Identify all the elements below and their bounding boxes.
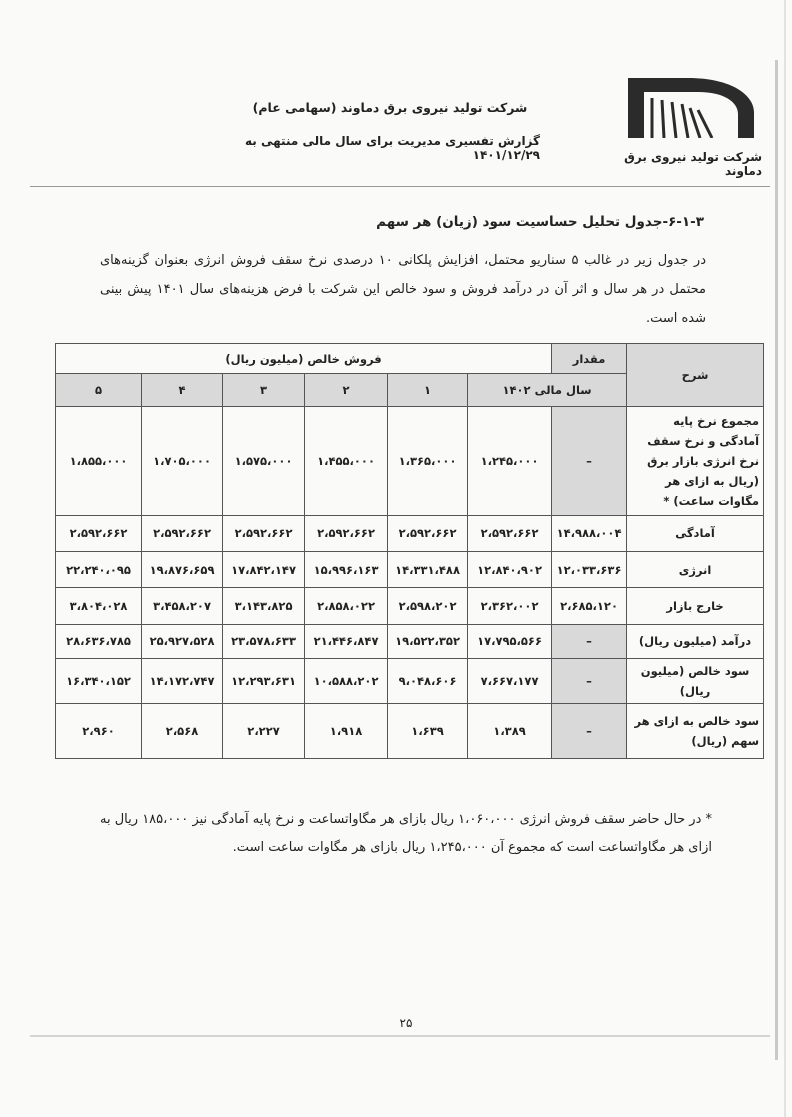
cell-value: ۲،۲۲۷ (223, 704, 305, 759)
sensitivity-table (55, 343, 764, 759)
cell-value: ۱۹،۸۷۶،۶۵۹ (142, 551, 223, 587)
header-scenario-1: ۱ (388, 374, 468, 406)
header-scenario-3: ۳ (223, 374, 305, 406)
page-number: ۲۵ (399, 1016, 413, 1030)
cell-value: ۲۸،۶۳۶،۷۸۵ (56, 624, 142, 658)
cell-value: ۲،۵۹۲،۶۶۲ (468, 515, 552, 551)
cell-value: ۲،۵۹۸،۲۰۲ (388, 588, 468, 624)
cell-value: ۱،۶۳۹ (388, 704, 468, 759)
table-row (56, 406, 764, 515)
row-amount: – (552, 624, 627, 658)
cell-value: ۱،۷۰۵،۰۰۰ (142, 406, 223, 515)
row-label: مجموع نرخ پایه آمادگی و نرخ سقف نرخ انرژی بازار برق (ریال به ازای هر مگاوات ساعت) * (627, 406, 764, 515)
header-net-sales: فروش خالص (میلیون ریال) (56, 344, 552, 374)
cell-value: ۲،۵۹۲،۶۶۲ (305, 515, 388, 551)
row-amount: – (552, 704, 627, 759)
table-row (56, 624, 764, 658)
header-fiscal-year: سال مالی ۱۴۰۲ (468, 374, 627, 406)
cell-value: ۱۹،۵۲۲،۳۵۲ (388, 624, 468, 658)
scan-binding-edge (775, 60, 778, 1060)
cell-value: ۱،۹۱۸ (305, 704, 388, 759)
scan-bottom-edge (30, 1035, 770, 1037)
row-label: درآمد (میلیون ریال) (627, 624, 764, 658)
cell-value: ۱۴،۳۳۱،۴۸۸ (388, 551, 468, 587)
header-scenario-2: ۲ (305, 374, 388, 406)
cell-value: ۲،۹۶۰ (56, 704, 142, 759)
report-title: گزارش تفسیری مدیریت برای سال مالی منتهی به ۱۴۰۱/۱۲/۲۹ (245, 134, 540, 162)
intro-paragraph: در جدول زیر در غالب ۵ سناریو محتمل، افزایش پلکانی ۱۰ درصدی نرخ سقف فروش انرژی بعنوان گزینه‌های محتمل در هر سال و اثر آن در درآمد فروش و سود خالص این شرکت با فرض هزینه‌های سال ۱۴۰۱ پیش بینی شده است. (100, 253, 706, 326)
cell-value: ۱۶،۳۴۰،۱۵۲ (56, 658, 142, 703)
header-divider (30, 186, 770, 187)
cell-value: ۲،۵۹۲،۶۶۲ (56, 515, 142, 551)
row-label: آمادگی (627, 515, 764, 551)
cell-value: ۲۱،۴۴۶،۸۴۷ (305, 624, 388, 658)
row-amount: ۱۴،۹۸۸،۰۰۴ (552, 515, 627, 551)
footnote: * در حال حاضر سقف فروش انرژی ۱،۰۶۰،۰۰۰ ریال بازای هر مگاواتساعت و نرخ پایه آمادگی نیز ۱۸۵،۰۰۰ ریال به ازای هر مگاواتساعت است که مجموع آن ۱،۲۴۵،۰۰۰ ریال بازای هر مگاوات ساعت است. (100, 812, 713, 855)
cell-value: ۳،۱۴۳،۸۲۵ (223, 588, 305, 624)
row-amount: – (552, 406, 627, 515)
section-title: ۶-۱-۳-جدول تحلیل حساسیت سود (زیان) هر سهم (376, 214, 704, 230)
row-amount: ۱۲،۰۳۳،۶۳۶ (552, 551, 627, 587)
cell-value: ۲۳،۵۷۸،۶۳۳ (223, 624, 305, 658)
row-label: سود خالص به ازای هر سهم (ریال) (627, 704, 764, 759)
company-logo (628, 78, 754, 138)
cell-value: ۱،۵۷۵،۰۰۰ (223, 406, 305, 515)
row-label: خارج بازار (627, 588, 764, 624)
cell-value: ۲،۵۹۲،۶۶۲ (223, 515, 305, 551)
cell-value: ۷،۶۶۷،۱۷۷ (468, 658, 552, 703)
cell-value: ۹،۰۴۸،۶۰۶ (388, 658, 468, 703)
cell-value: ۱۰،۵۸۸،۲۰۲ (305, 658, 388, 703)
company-title: شرکت تولید نیروی برق دماوند (سهامی عام) (252, 100, 528, 115)
row-label: انرژی (627, 551, 764, 587)
table-row (56, 658, 764, 703)
cell-value: ۳،۸۰۴،۰۲۸ (56, 588, 142, 624)
table-row (56, 588, 764, 624)
header-scenario-5: ۵ (56, 374, 142, 406)
row-amount: ۲،۶۸۵،۱۲۰ (552, 588, 627, 624)
cell-value: ۲،۵۹۲،۶۶۲ (388, 515, 468, 551)
header-desc: شرح (627, 344, 764, 407)
cell-value: ۱،۲۴۵،۰۰۰ (468, 406, 552, 515)
header-scenario-4: ۴ (142, 374, 223, 406)
cell-value: ۱۲،۸۴۰،۹۰۲ (468, 551, 552, 587)
page-header (0, 0, 792, 186)
cell-value: ۲،۸۵۸،۰۲۲ (305, 588, 388, 624)
row-amount: – (552, 658, 627, 703)
row-label: سود خالص (میلیون ریال) (627, 658, 764, 703)
cell-value: ۲۲،۲۴۰،۰۹۵ (56, 551, 142, 587)
cell-value: ۱،۴۵۵،۰۰۰ (305, 406, 388, 515)
logo-caption: شرکت تولید نیروی برق دماوند (624, 150, 762, 178)
cell-value: ۲۵،۹۲۷،۵۲۸ (142, 624, 223, 658)
cell-value: ۱۲،۲۹۳،۶۳۱ (223, 658, 305, 703)
table-row (56, 704, 764, 759)
table-row (56, 551, 764, 587)
cell-value: ۱۷،۸۴۲،۱۴۷ (223, 551, 305, 587)
cell-value: ۲،۵۹۲،۶۶۲ (142, 515, 223, 551)
cell-value: ۱۷،۷۹۵،۵۶۶ (468, 624, 552, 658)
cell-value: ۱۵،۹۹۶،۱۶۳ (305, 551, 388, 587)
table-row (56, 515, 764, 551)
header-amount: مقدار (552, 344, 627, 374)
cell-value: ۱،۳۸۹ (468, 704, 552, 759)
cell-value: ۲،۳۶۲،۰۰۲ (468, 588, 552, 624)
cell-value: ۱۴،۱۷۲،۷۴۷ (142, 658, 223, 703)
cell-value: ۱،۸۵۵،۰۰۰ (56, 406, 142, 515)
cell-value: ۱،۳۶۵،۰۰۰ (388, 406, 468, 515)
cell-value: ۲،۵۶۸ (142, 704, 223, 759)
cell-value: ۳،۴۵۸،۲۰۷ (142, 588, 223, 624)
